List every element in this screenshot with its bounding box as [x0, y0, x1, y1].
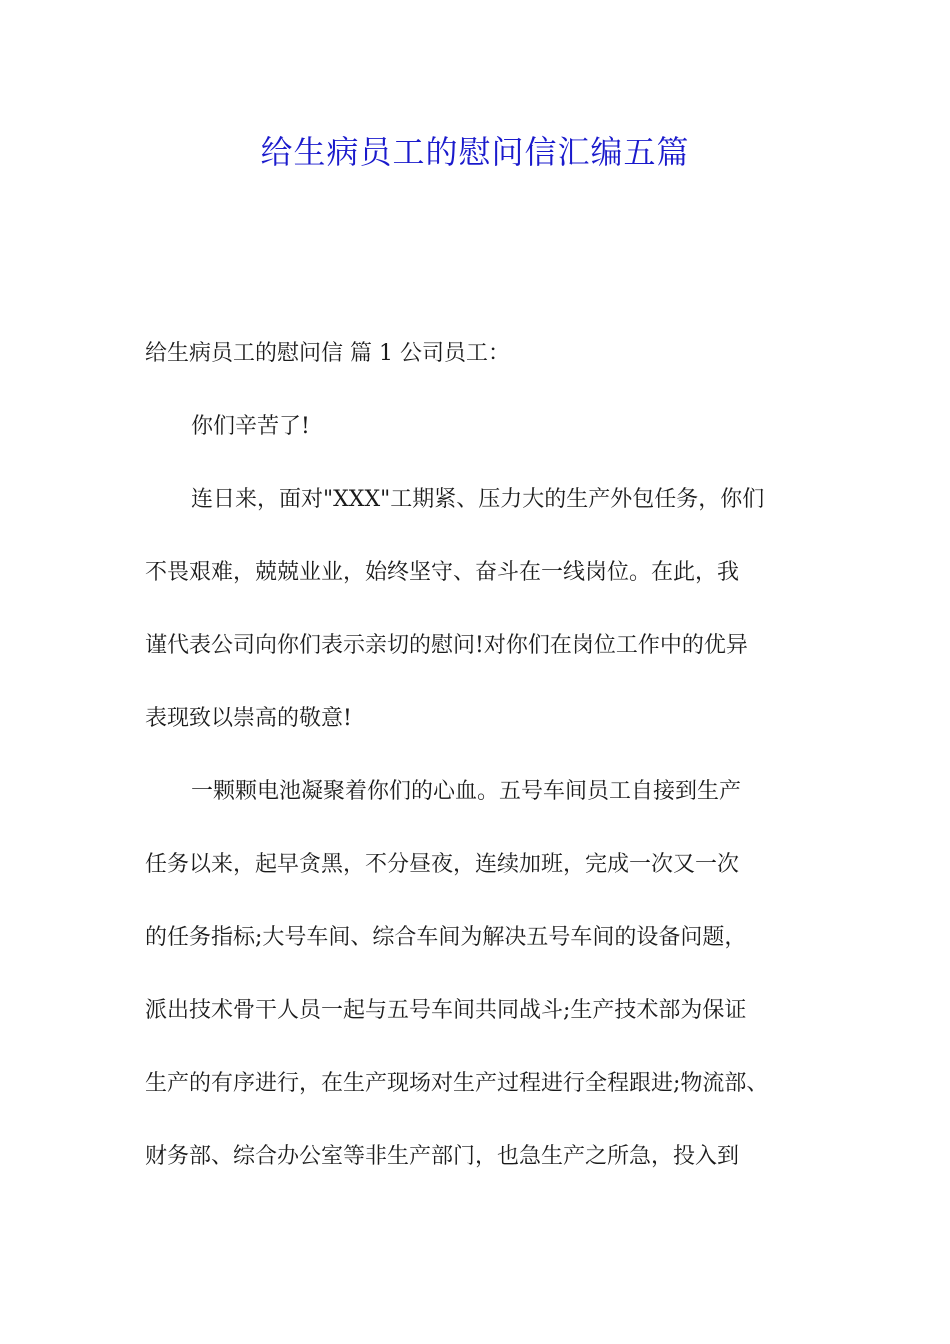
paragraph-line: 的任务指标;大号车间、综合车间为解决五号车间的设备问题， — [145, 925, 747, 950]
paragraph-line: 你们辛苦了! — [191, 414, 310, 439]
paragraph-line: 连日来，面对"XXX"工期紧、压力大的生产外包任务，你们 — [191, 487, 765, 512]
paragraph-line: 财务部、综合办公室等非生产部门，也急生产之所急，投入到 — [145, 1144, 740, 1169]
paragraph-line: 表现致以崇高的敬意! — [145, 706, 352, 731]
paragraph-line: 不畏艰难，兢兢业业，始终坚守、奋斗在一线岗位。在此，我 — [145, 560, 740, 585]
paragraph-intro — [145, 445, 805, 737]
paragraph-details — [145, 737, 805, 1175]
paragraph-greeting — [145, 372, 805, 445]
paragraph-line: 派出技术骨干人员一起与五号车间共同战斗;生产技术部为保证 — [145, 998, 747, 1023]
paragraph-line: 谨代表公司向你们表示亲切的慰问!对你们在岗位工作中的优异 — [145, 633, 748, 658]
letter-body — [145, 336, 805, 1175]
paragraph-line: 任务以来，起早贪黑，不分昼夜，连续加班，完成一次又一次 — [145, 852, 740, 877]
paragraph-line: 一颗颗电池凝聚着你们的心血。五号车间员工自接到生产 — [191, 779, 742, 804]
paragraph-line: 生产的有序进行，在生产现场对生产过程进行全程跟进;物流部、 — [145, 1071, 769, 1096]
document-title: 给生病员工的慰问信汇编五篇 — [260, 133, 690, 171]
letter-heading: 给生病员工的慰问信 篇 1 公司员工： — [145, 341, 510, 366]
